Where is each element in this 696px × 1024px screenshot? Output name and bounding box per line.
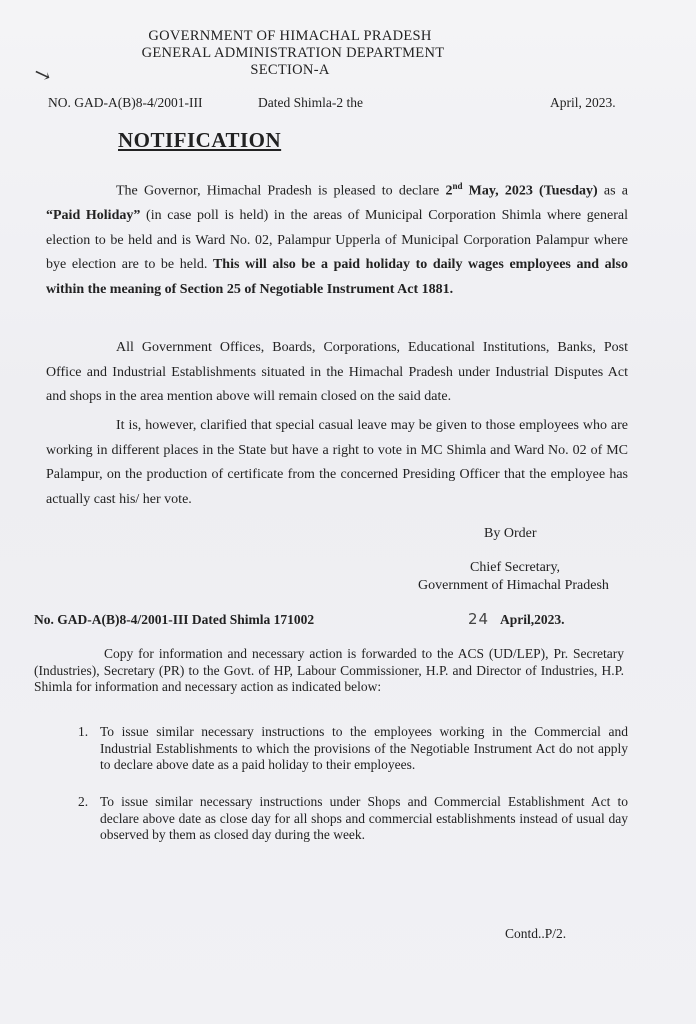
handwritten-day: 24 [468, 610, 490, 628]
reference-date: April, 2023. [550, 95, 616, 110]
list-item-number: 2. [78, 794, 89, 809]
reference-number: NO. GAD-A(B)8-4/2001-III [48, 95, 203, 110]
pen-mark-icon: ↘ [30, 61, 55, 89]
continued-note: Contd..P/2. [505, 926, 567, 941]
by-order: By Order [484, 526, 537, 541]
list-item-text: To issue similar necessary instructions to the employees working in the Commercial and Industrial Establishments to which the provisions of the Negotiable Instrument Act do not apply to declare above date as a paid holiday to their employees. [100, 724, 628, 772]
list-item-number: 1. [78, 724, 89, 739]
header-department: GENERAL ADMINISTRATION DEPARTMENT [141, 45, 445, 61]
closure-text: All Government Offices, Boards, Corporations, Educational Institutions, Banks, Post Office and Industrial Establishments situated in the Himachal Pradesh under Industrial Disputes Act and shops in the area mention above will remain closed on the said date. [46, 340, 628, 404]
paid-holiday-label: “Paid Holiday” [46, 208, 141, 224]
declaration-day-suffix: nd [452, 181, 463, 191]
signatory-office: Government of Himachal Pradesh [418, 578, 609, 593]
declaration-text: The Governor, Himachal Pradesh is pleased to declare [116, 183, 446, 199]
declaration-text-2: as a [603, 183, 628, 199]
declaration-date: May, 2023 (Tuesday) [462, 183, 598, 199]
header-government: GOVERNMENT OF HIMACHAL PRADESH [148, 28, 432, 44]
declaration-day: 2 [445, 183, 453, 199]
list-item-text: To issue similar necessary instructions under Shops and Commercial Establishment Act to declare above date as close day for all shops and commercial establishments instead of usual day observed by them as closed day during the week. [100, 794, 628, 842]
header-section: SECTION-A [250, 62, 330, 78]
endorsement-number: No. GAD-A(B)8-4/2001-III Dated Shimla 171002 [34, 612, 315, 627]
endorsement-date: April,2023. [500, 612, 565, 627]
paragraph-closure [46, 336, 628, 410]
page-title: NOTIFICATION [118, 128, 282, 152]
paragraph-declaration [46, 174, 628, 302]
declaration-bold-tail: This will also be a paid holiday to daily wages employees and also within the meaning of Section 25 of Negotiable Instrument Act 1881. [46, 257, 628, 297]
declaration-text-3: (in case poll is held) in the areas of Municipal Corporation Shimla where general election to be held and is Ward No. 02, Palampur Upperla of Municipal Corporation Palampur where bye election are to be held. [46, 208, 628, 273]
copy-paragraph [34, 646, 624, 696]
copy-text: Copy for information and necessary action is forwarded to the ACS (UD/LEP), Pr. Secretary (Industries), Secretary (PR) to the Govt. of HP, Labour Commissioner, H.P. and Director of Industries, H.P. Shimla for information and necessary action as indicated below: [34, 646, 624, 694]
casual-leave-text: It is, however, clarified that special casual leave may be given to those employees who are working in different places in the State but have a right to vote in MC Shimla and Ward No. 02 of MC Palampur, on the production of certificate from the concerned Presiding Officer that the employee has actually cast his/ her vote. [46, 418, 628, 507]
signatory-designation: Chief Secretary, [470, 560, 561, 575]
paragraph-casual-leave [46, 414, 628, 512]
reference-dated: Dated Shimla-2 the [258, 95, 363, 110]
